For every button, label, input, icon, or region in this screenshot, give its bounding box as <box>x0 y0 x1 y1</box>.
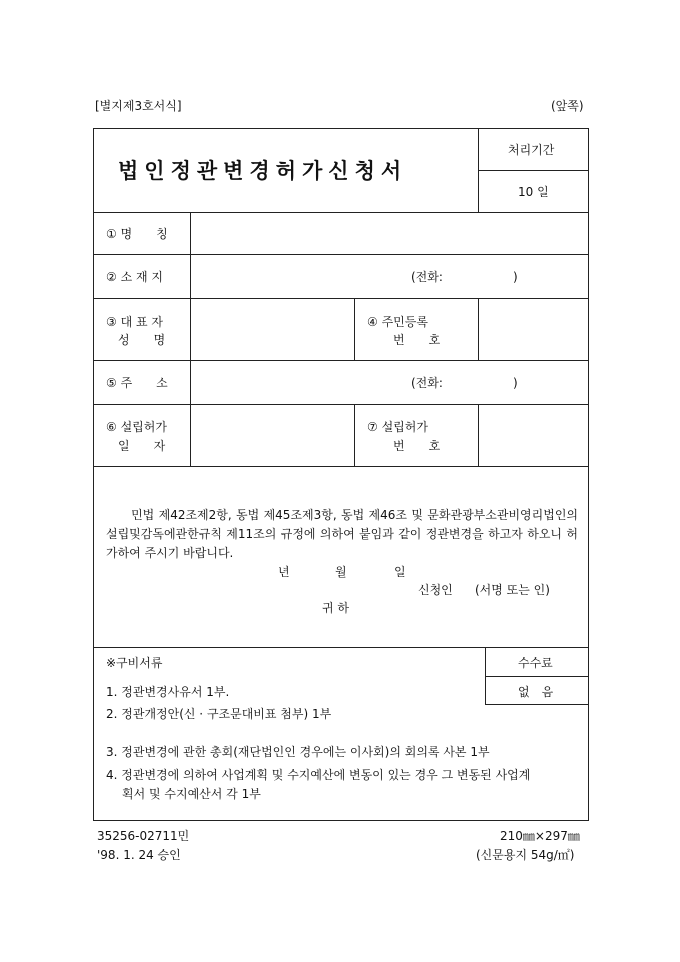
document-item: 2. 정관개정안(신 · 구조문대비표 첨부) 1부 <box>106 707 332 721</box>
rep-label-line1: ③ 대 표 자 <box>106 315 163 329</box>
form-code: 35256-02711민 <box>97 829 190 843</box>
location-label: ② 소 재 지 <box>106 270 163 284</box>
name-input[interactable] <box>191 213 588 254</box>
document-item: 3. 정관변경에 관한 총회(재단법인인 경우에는 이사회)의 회의록 사본 1부 <box>106 745 490 759</box>
est-no-label-line2: 번 호 <box>393 439 441 453</box>
document-item: 4. 정관변경에 의하여 사업계획 및 수지예산에 변동이 있는 경우 그 변동된 사업계 <box>106 768 531 782</box>
location-phone-label: (전화: <box>411 270 443 284</box>
rep-label-line2: 성 명 <box>118 333 166 347</box>
applicant-label: 신청인 <box>418 583 453 597</box>
fee-row-line <box>485 704 589 705</box>
location-input[interactable] <box>191 255 588 298</box>
processing-period-value: 10 일 <box>518 185 549 199</box>
rep-id-label-line1: ④ 주민등록 <box>367 315 428 329</box>
rep-id-label-line2: 번 호 <box>393 333 441 347</box>
form-number: [별지제3호서식] <box>95 99 182 113</box>
recipient: 귀 하 <box>322 601 349 615</box>
est-date-input[interactable] <box>191 405 353 466</box>
fee-label: 수수료 <box>518 656 553 670</box>
address-input[interactable] <box>191 361 588 404</box>
document-item: 1. 정관변경사유서 1부. <box>106 685 230 699</box>
est-date-label-line2: 일 자 <box>118 439 166 453</box>
location-phone-close: ) <box>513 270 518 284</box>
rep-name-input[interactable] <box>191 299 353 360</box>
date-month: 월 <box>335 565 347 579</box>
document-item-continued: 획서 및 수지예산서 각 1부 <box>122 787 261 801</box>
name-label: ① 명 칭 <box>106 227 168 241</box>
signature-note: (서명 또는 인) <box>475 583 550 597</box>
address-phone-label: (전화: <box>411 376 443 390</box>
paper-size: 210㎜×297㎜ <box>500 829 580 843</box>
fee-value: 없 음 <box>518 685 554 699</box>
row-line <box>93 466 589 467</box>
page-side-label: (앞쪽) <box>551 99 584 113</box>
inner-divider <box>354 298 355 360</box>
inner-divider <box>354 404 355 466</box>
statement-paragraph: 민법 제42조제2항, 동법 제45조제3항, 동법 제46조 및 문화관광부소관비영리법인의설립및감독에관한규칙 제11조의 규정에 의하여 붙임과 같이 정관변경을 하고자 하오니 허가하여 주시기 바랍니다. <box>106 508 578 560</box>
address-label: ⑤ 주 소 <box>106 376 168 390</box>
est-no-input[interactable] <box>479 405 588 466</box>
address-phone-close: ) <box>513 376 518 390</box>
form-title: 법인정관변경허가신청서 <box>118 158 408 183</box>
processing-period-label: 처리기간 <box>508 143 555 157</box>
documents-heading: ※구비서류 <box>106 656 163 670</box>
row-line <box>93 647 589 648</box>
approval-date: '98. 1. 24 승인 <box>97 848 181 862</box>
processing-divider <box>478 170 589 171</box>
est-no-label-line1: ⑦ 설립허가 <box>367 420 428 434</box>
date-day: 일 <box>394 565 406 579</box>
est-date-label-line1: ⑥ 설립허가 <box>106 420 167 434</box>
fee-row-line <box>485 676 589 677</box>
date-year: 년 <box>278 565 290 579</box>
paper-type: (신문용지 54g/㎡) <box>476 848 575 862</box>
rep-id-input[interactable] <box>479 299 588 360</box>
